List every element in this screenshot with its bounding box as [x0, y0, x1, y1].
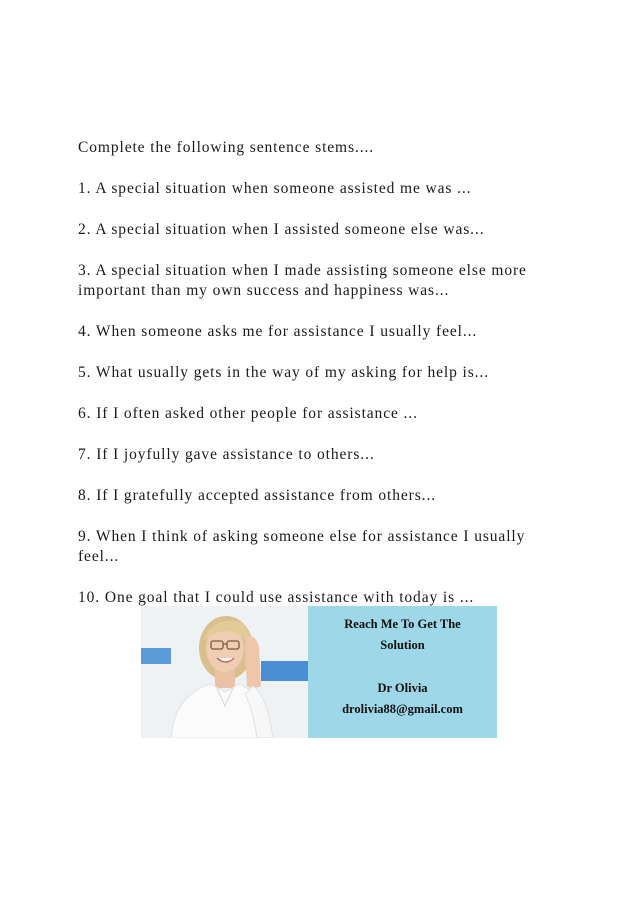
sentence-stem-5: 5. What usually gets in the way of my asking for help is... [78, 364, 489, 381]
contact-banner [141, 606, 497, 738]
sentence-stem-1: 1. A special situation when someone assisted me was ... [78, 180, 472, 197]
sentence-stem-10: 10. One goal that I could use assistance with today is ... [78, 589, 475, 606]
woman-photo [141, 606, 308, 738]
intro-text: Complete the following sentence stems.... [78, 139, 375, 156]
woman-photo-illustration [141, 606, 308, 738]
sentence-stem-8: 8. If I gratefully accepted assistance from others... [78, 487, 437, 504]
sentence-stem-9: 9. When I think of asking someone else for assistance I usually feel... [78, 528, 526, 565]
sentence-stem-7: 7. If I joyfully gave assistance to others... [78, 446, 375, 463]
sentence-stem-4: 4. When someone asks me for assistance I usually feel... [78, 323, 478, 340]
sentence-stem-6: 6. If I often asked other people for assistance ... [78, 405, 418, 422]
contact-email: drolivia88@gmail.com [342, 702, 463, 716]
contact-name: Dr Olivia [377, 681, 428, 695]
contact-info [308, 606, 497, 738]
document-body [78, 138, 558, 629]
banner-subheadline: Solution [380, 638, 425, 652]
sentence-stem-3: 3. A special situation when I made assisting someone else more important than my own success and happiness was... [78, 262, 527, 299]
sentence-stem-2: 2. A special situation when I assisted someone else was... [78, 221, 485, 238]
banner-headline: Reach Me To Get The [344, 617, 461, 631]
